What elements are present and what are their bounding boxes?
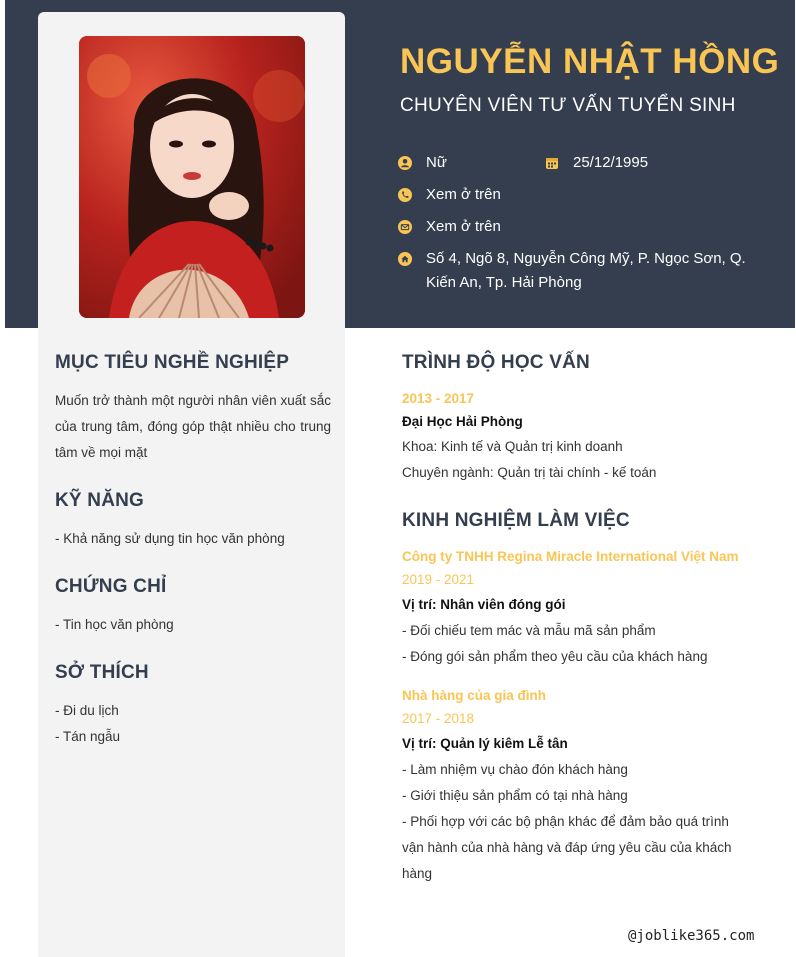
experience-title: KINH NGHIỆM LÀM VIỆC — [402, 510, 630, 531]
birthday-value: 25/12/1995 — [573, 154, 649, 171]
objective-title: MỤC TIÊU NGHỀ NGHIỆP — [55, 352, 290, 373]
calendar-icon — [545, 156, 559, 170]
address-row — [398, 247, 768, 295]
certs-title: CHỨNG CHỈ — [55, 576, 167, 597]
job-position: Vị trí: Nhân viên đóng gói — [402, 597, 566, 612]
hobby-item: - Tán ngẫu — [55, 729, 121, 744]
phone-row — [398, 183, 501, 207]
address-line-2: Kiến An, Tp. Hải Phòng — [426, 274, 582, 291]
phone-icon — [398, 188, 412, 202]
user-icon — [398, 156, 412, 170]
watermark: @joblike365.com — [628, 928, 755, 944]
home-icon — [398, 252, 412, 266]
address-line-1: Số 4, Ngõ 8, Nguyễn Công Mỹ, P. Ngọc Sơn, Q. — [426, 250, 746, 267]
job-period: 2017 - 2018 — [402, 711, 475, 726]
education-period: 2013 - 2017 — [402, 391, 475, 406]
education-major: Chuyên ngành: Quản trị tài chính - kế toán — [402, 465, 657, 480]
hobbies-title: SỞ THÍCH — [55, 662, 149, 683]
job-company: Nhà hàng của gia đình — [402, 688, 547, 703]
gender-row — [398, 151, 447, 175]
job-duty: - Giới thiệu sản phẩm có tại nhà hàng — [402, 788, 628, 803]
email-row — [398, 215, 501, 239]
job-duty: - Phối hợp với các bộ phận khác để đảm bảo quá trình vận hành của nhà hàng và đáp ứng yêu cầu của khách hàng — [402, 814, 732, 881]
skills-title: KỸ NĂNG — [55, 490, 145, 511]
profile-photo — [79, 36, 305, 318]
job-duty: - Đối chiếu tem mác và mẫu mã sản phẩm — [402, 623, 656, 638]
job-company: Công ty TNHH Regina Miracle International Việt Nam — [402, 549, 739, 564]
education-title: TRÌNH ĐỘ HỌC VẤN — [402, 352, 590, 373]
job-duty: - Làm nhiệm vụ chào đón khách hàng — [402, 762, 628, 777]
hobby-item: - Đi du lịch — [55, 703, 119, 718]
objective-text: Muốn trở thành một người nhân viên xuất sắc của trung tâm, đóng góp thật nhiều cho trung tâm về mọi mặt — [55, 393, 331, 460]
cert-item: - Tin học văn phòng — [55, 617, 174, 632]
education-school: Đại Học Hải Phòng — [402, 414, 523, 429]
skill-item: - Khả năng sử dụng tin học văn phòng — [55, 531, 285, 546]
education-faculty: Khoa: Kinh tế và Quản trị kinh doanh — [402, 439, 623, 454]
job-period: 2019 - 2021 — [402, 572, 475, 587]
address-value — [426, 247, 746, 295]
job-position: Vị trí: Quản lý kiêm Lễ tân — [402, 736, 568, 751]
phone-value: Xem ở trên — [426, 186, 501, 203]
email-value: Xem ở trên — [426, 218, 501, 235]
candidate-name: NGUYỄN NHẬT HỒNG — [400, 42, 780, 81]
job-title: CHUYÊN VIÊN TƯ VẤN TUYỂN SINH — [400, 95, 736, 116]
mail-icon — [398, 220, 412, 234]
birthday-row — [545, 151, 648, 175]
gender-value: Nữ — [426, 154, 447, 171]
job-duty: - Đóng gói sản phẩm theo yêu cầu của khách hàng — [402, 649, 708, 664]
